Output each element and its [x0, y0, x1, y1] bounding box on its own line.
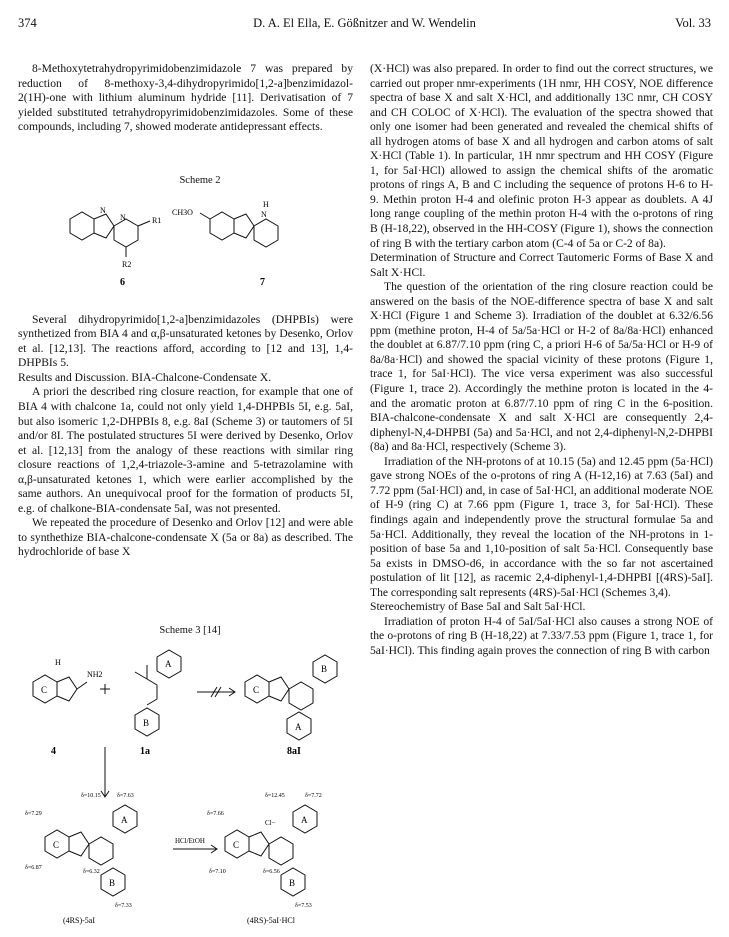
ring-label-c: C [41, 685, 48, 695]
ring-label-c: C [233, 840, 240, 850]
compound-label-6: 6 [120, 277, 125, 288]
atom-label-h: H [263, 200, 269, 209]
compound-label-5ai-hcl: (4RS)-5aI·HCl [247, 916, 295, 925]
paragraph: Irradiation of proton H-4 of 5aI/5aI·HCl also causes a strong NOE of the o-protons of ring B (H-18,22) at 7.33/7.53 ppm (Figure 1, trace 1, for 5aI·HCl). This finding again proves the connection of ring B with carbon [370, 614, 713, 657]
section-heading: Results and Discussion. BIA-Chalcone-Condensate X. [18, 370, 272, 384]
shift-annotation: δ=7.53 [295, 903, 312, 909]
atom-label-h: H [55, 658, 61, 667]
ring-label-c: C [253, 685, 260, 695]
scheme-caption: Scheme 2 [179, 175, 221, 186]
shift-annotation: δ=6.56 [263, 869, 280, 875]
paragraph: Irradiation of the NH-protons of at 10.15 (5a) and 12.45 ppm (5a·HCl) gave strong NOEs of the o-protons of ring A (H-12,16) at 7.63 (5aI) and 7.72 ppm (5aI·HCl) and, in case of 5aI·HCl, an additional moderate NOE of H-9 (ring C) at 7.66 ppm (Figure 1, trace 3, for 5aI·HCl). These findings again and independently prove the structural formulae 5a and 5a·HCl. Additionally, they reveal the location of the NH-protons in 1-position of base 5a and 1,10-position of salt 5a·HCl. Consequently base 5a exists in DMSO-d6, in accordance with the so far not ascertained postulation of lit [12], as racemic 2,4-diphenyl-1,4-DHPBI [(4RS)-5aI]. The corresponding salt represents (4RS)-5aI·HCl (Schemes 3,4). [370, 454, 713, 599]
atom-label-n: N [261, 210, 267, 219]
compound-label-5ai: (4RS)-5aI [63, 916, 95, 925]
scheme-3 [25, 625, 355, 925]
atom-label-n: N [100, 206, 106, 215]
left-column [18, 62, 353, 560]
shift-annotation: δ=6.87 [25, 865, 42, 871]
scheme-caption: Scheme 3 [14] [159, 625, 221, 636]
running-authors: D. A. El Ella, E. Gößnitzer and W. Wendelin [253, 16, 476, 30]
ring-label-b: B [109, 878, 116, 888]
compound-label-1a: 1a [140, 746, 150, 757]
shift-annotation: δ=7.10 [209, 869, 226, 875]
ring-label-c: C [53, 840, 60, 850]
paragraph: (X·HCl) was also prepared. In order to find out the correct structures, we carried out proper nmr-experiments (1H nmr, HH COSY, NOE difference spectra of base X and salt X·HCl, and additionally 13C nmr, CH COSY and CH COLOC of X·HCl). The evaluation of the spectra showed that only one isomer had been generated and revealed the chemical shifts of all hydrogen atoms of base X and all hydrogen and carbon atoms of salt X·HCl (Table 1). In particular, 1H nmr spectrum and HH COSY (Figure 1, for 5aI·HCl) allowed to assign the chemical shifts of the aromatic protons of rings A, B and C including the sequence of protons H-6 to H-9. Methin proton H-4 and olefinic proton H-3 appear as doublets. A 4J long range coupling of the methin proton H-4 with the o-protons of ring B (H-18,22), observed in the HH-COSY (Figure 1), shows the connection of ring B with the tertiary carbon atom (C-4 of 5a or C-2 of 8a). [370, 62, 713, 250]
compound-label-7: 7 [260, 277, 265, 288]
shift-annotation: δ=7.33 [115, 903, 132, 909]
ring-label-b: B [143, 718, 150, 728]
section-heading: Determination of Structure and Correct Tautomeric Forms of Base X and Salt X·HCl. [370, 251, 713, 279]
amino-label: NH2 [87, 670, 103, 679]
methoxy-label: CH3O [172, 208, 193, 217]
scheme-3-structures [25, 637, 355, 927]
shift-annotation: δ=10.15 [81, 793, 101, 799]
shift-annotation: δ=6.32 [83, 869, 100, 875]
page-number: 374 [18, 16, 37, 30]
shift-annotation: δ=7.63 [117, 793, 134, 799]
compound-label-8ai: 8aI [287, 746, 301, 757]
shift-annotation: δ=7.72 [305, 793, 322, 799]
ring-label-b: B [321, 664, 328, 674]
paragraph: We repeated the procedure of Desenko and Orlov [12] and were able to synthethize BIA-chalcone-condensate X (5a or 8a) as described. The hydrochloride of base X [18, 516, 353, 559]
substituent-r2: R2 [122, 260, 132, 269]
reagent-label: HCl/EtOH [175, 837, 205, 845]
ring-label-a: A [121, 815, 128, 825]
scheme-2-structures [60, 189, 340, 289]
paragraph: A priori the described ring closure reaction, for example that one of BIA 4 with chalcone 1a, could not only yield 1,4-DHPBIs 5I, e.g. 5aI, but also isomeric 1,2-DHPBIs 8, e.g. 8aI (Scheme 3) or tautomers of 5I and/or 8I. The postulated structures 5I were derived by Desenko, Orlov et al. [12,13] from the analogy of these reactions with similar ring closure reactions of 1,2,4-triazole-3-amine and 5-tetrazolamine with α,β-unsaturated ketones 1, which were earlier accomplished by the same authors. An unequivocal proof for the formation of products 5I, e.g. of chalkone-BIA-condensate 5aI, was not presented. [18, 385, 353, 515]
ring-label-a: A [295, 722, 302, 732]
paragraph: The question of the orientation of the ring closure reaction could be answered on the basis of the NOE-difference spectra of base X and salt X·HCl (Figure 1 and Scheme 3). Irradiation of the doublet at 6.32/6.56 ppm (methine proton, H-4 of 5a/5a·HCl or H-2 of 8a/8a·HCl) enhanced the doublet at 6.87/7.10 ppm (ring C, a priori H-6 of 5a/5a·HCl or H-9 of 8a/8a·HCl) and showed the spacial vicinity of these protons (Figure 1, trace 1, for 5aI·HCl). The vice versa experiment was also successful (Figure 1, trace 2). Accordingly the methine proton is located in the 4- and the aromatic proton at 6.87/7.10 ppm of ring C in the 6-position. BIA-chalcone-condensate X and salt X·HCl are consequently 2,4-diphenyl-N,4-DHPBI (5a) and 5a·HCl, and not 2,4-diphenyl-N,2-DHPBI (8a) and 8a·HCl, respectively (Scheme 3). [370, 280, 713, 454]
chloride-label: Cl− [265, 819, 276, 827]
paragraph: Several dihydropyrimido[1,2-a]benzimidazoles (DHPBIs) were synthetized from BIA 4 and α,β-unsaturated ketones by Desenko, Orlov et al. [12,13]. The reactions afford, according to [12 and 13], 1,4-DHPBIs 5. [18, 312, 353, 370]
ring-label-b: B [289, 878, 296, 888]
shift-annotation: δ=12.45 [265, 793, 285, 799]
paragraph: 8-Methoxytetrahydropyrimidobenzimidazole 7 was prepared by reduction of 8-methoxy-3,4-dihydropyrimido[1,2-a]benzimidazol-2(1H)-one with lithium aluminum hydride [11]. Derivatisation of 7 yielded substituted tetrahydropyrimidobenzimidazoles. Some of these compounds, including 7, showed moderate antidepressant effects. [18, 62, 353, 134]
shift-annotation: δ=7.66 [207, 811, 224, 817]
running-header [18, 16, 711, 34]
section-heading: Stereochemistry of Base 5aI and Salt 5aI·HCl. [370, 600, 586, 614]
compound-label-4: 4 [51, 746, 56, 757]
ring-label-a: A [165, 659, 172, 669]
right-column [370, 62, 713, 658]
atom-label-n: N [120, 213, 126, 222]
ring-label-a: A [301, 815, 308, 825]
scheme-2 [60, 175, 340, 290]
volume-label: Vol. 33 [675, 16, 711, 30]
substituent-r1: R1 [152, 216, 162, 225]
shift-annotation: δ=7.29 [25, 811, 42, 817]
